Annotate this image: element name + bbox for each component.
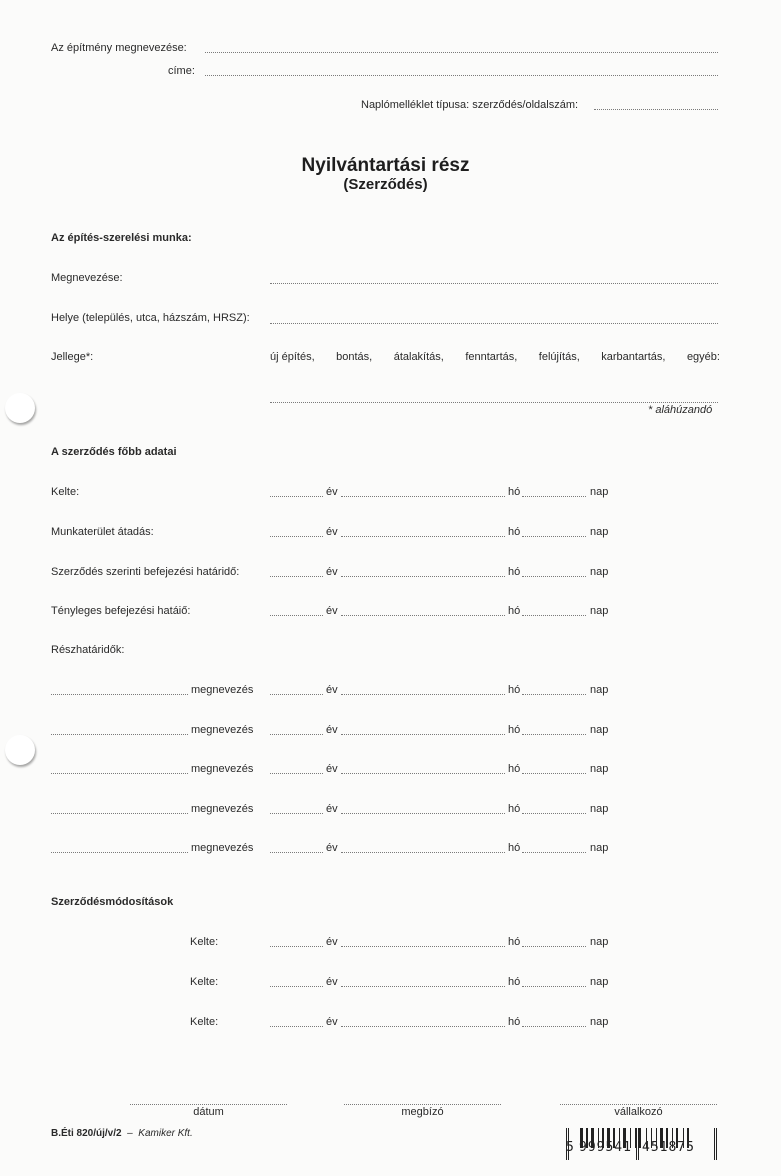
barcode-guard-bar — [714, 1128, 715, 1160]
date-row-month-label: hó — [508, 605, 521, 617]
partial-name-label: megnevezés — [191, 842, 254, 855]
date-row-year-label: év — [326, 605, 338, 617]
modification-day-field[interactable] — [522, 946, 586, 947]
page-title: Nyilvántartási rész — [301, 155, 470, 176]
modification-year-field[interactable] — [270, 1026, 323, 1027]
date-row-month-label: hó — [508, 566, 521, 578]
building-name-label: Az építmény megnevezése: — [51, 42, 187, 54]
modification-month-label: hó — [508, 976, 521, 988]
partial-day-field[interactable] — [522, 852, 586, 853]
partial-month-field[interactable] — [341, 734, 505, 735]
modification-day-label: nap — [590, 976, 609, 988]
form-code: B.Éti 820/új/v/2 — [51, 1128, 122, 1139]
date-row-year-field[interactable] — [270, 615, 323, 616]
modification-month-field[interactable] — [341, 986, 505, 987]
punch-hole-bottom — [5, 735, 35, 765]
date-row-day-field[interactable] — [522, 576, 586, 577]
date-row-year-field[interactable] — [270, 496, 323, 497]
signature-client-label: megbízó — [401, 1106, 444, 1118]
partial-day-label: nap — [590, 684, 609, 696]
date-row-year-field[interactable] — [270, 576, 323, 577]
type-option-repair[interactable]: karbantartás, — [601, 351, 666, 363]
date-row-month-field[interactable] — [341, 615, 505, 616]
work-name-label: Megnevezése: — [51, 272, 123, 284]
type-option-renovation[interactable]: felújítás, — [538, 351, 580, 363]
partial-year-label: év — [326, 723, 338, 736]
partial-month-label: hó — [508, 842, 521, 855]
modification-day-label: nap — [590, 1016, 609, 1028]
date-row-day-label: nap — [590, 486, 609, 498]
work-location-label: Helye (település, utca, házszám, HRSZ): — [51, 312, 250, 324]
signature-date-field[interactable] — [130, 1104, 287, 1105]
partial-name-field[interactable] — [51, 694, 188, 695]
signature-contractor-label: vállalkozó — [614, 1106, 663, 1118]
partial-name-field[interactable] — [51, 773, 188, 774]
work-section-heading: Az építés-szerelési munka: — [51, 232, 192, 244]
modification-date-label: Kelte: — [190, 936, 219, 948]
partial-year-label: év — [326, 684, 338, 696]
modification-day-field[interactable] — [522, 986, 586, 987]
partial-name-label: megnevezés — [191, 802, 254, 815]
barcode-guard-bar — [638, 1128, 639, 1160]
partial-day-field[interactable] — [522, 813, 586, 814]
signature-date-label: dátum — [193, 1106, 224, 1118]
partial-day-field[interactable] — [522, 734, 586, 735]
barcode-digit-first: 5 — [566, 1140, 574, 1155]
partial-day-field[interactable] — [522, 694, 586, 695]
date-row-label: Kelte: — [51, 486, 80, 498]
date-row-day-field[interactable] — [522, 496, 586, 497]
partial-name-label: megnevezés — [191, 763, 254, 776]
modification-month-label: hó — [508, 1016, 521, 1028]
date-row-year-label: év — [326, 486, 338, 498]
modification-month-label: hó — [508, 936, 521, 948]
date-row-month-field[interactable] — [341, 536, 505, 537]
partial-month-label: hó — [508, 684, 521, 696]
work-name-field[interactable] — [270, 283, 718, 284]
partial-year-field[interactable] — [270, 773, 323, 774]
building-name-field[interactable] — [205, 52, 718, 53]
partial-name-field[interactable] — [51, 734, 188, 735]
footer-dash: – — [127, 1128, 133, 1139]
partial-month-field[interactable] — [341, 694, 505, 695]
work-type-options — [270, 351, 720, 363]
work-type-label: Jellege*: — [51, 351, 94, 363]
partial-name-label: megnevezés — [191, 684, 254, 696]
type-option-maintenance[interactable]: fenntartás, — [465, 351, 518, 363]
partial-day-label: nap — [590, 723, 609, 736]
partial-name-field[interactable] — [51, 813, 188, 814]
partial-month-label: hó — [508, 802, 521, 815]
date-row-label: Tényleges befejezési hatáiő: — [51, 605, 191, 617]
work-location-field[interactable] — [270, 323, 718, 324]
partial-month-field[interactable] — [341, 852, 505, 853]
barcode-digits-left: 999541 — [579, 1140, 632, 1155]
footnote: * aláhúzandó — [648, 404, 713, 416]
date-row-month-label: hó — [508, 526, 521, 538]
partial-name-field[interactable] — [51, 852, 188, 853]
date-row-day-label: nap — [590, 605, 609, 617]
address-field[interactable] — [205, 75, 718, 76]
barcode-bar — [639, 1128, 641, 1148]
partial-day-label: nap — [590, 842, 609, 855]
partial-month-label: hó — [508, 723, 521, 736]
type-option-new[interactable]: új építés, — [270, 351, 315, 363]
date-row-day-label: nap — [590, 566, 609, 578]
partial-day-label: nap — [590, 802, 609, 815]
barcode-guard-bar — [716, 1128, 717, 1160]
modification-month-field[interactable] — [341, 946, 505, 947]
partial-name-label: megnevezés — [191, 723, 254, 736]
partial-year-field[interactable] — [270, 734, 323, 735]
address-label: címe: — [168, 65, 195, 77]
partial-deadlines-label: Részhatáridők: — [51, 644, 125, 656]
page-subtitle: (Szerződés) — [343, 176, 428, 193]
date-row-year-label: év — [326, 566, 338, 578]
modification-year-label: év — [326, 936, 338, 948]
partial-year-label: év — [326, 802, 338, 815]
date-row-month-label: hó — [508, 486, 521, 498]
partial-month-field[interactable] — [341, 813, 505, 814]
date-row-day-label: nap — [590, 526, 609, 538]
modification-year-field[interactable] — [270, 946, 323, 947]
modification-month-field[interactable] — [341, 1026, 505, 1027]
partial-month-label: hó — [508, 763, 521, 776]
modification-year-label: év — [326, 1016, 338, 1028]
partial-year-field[interactable] — [270, 852, 323, 853]
barcode-digits-right: 451875 — [642, 1140, 695, 1155]
partial-year-label: év — [326, 842, 338, 855]
partial-year-field[interactable] — [270, 694, 323, 695]
modifications-heading: Szerződésmódosítások — [51, 896, 174, 908]
modification-year-label: év — [326, 976, 338, 988]
date-row-year-field[interactable] — [270, 536, 323, 537]
partial-year-field[interactable] — [270, 813, 323, 814]
date-row-label: Szerződés szerinti befejezési határidő: — [51, 566, 240, 578]
modification-day-label: nap — [590, 936, 609, 948]
date-row-month-field[interactable] — [341, 576, 505, 577]
attachment-type-label: Naplómelléklet típusa: szerződés/oldalszám: — [361, 99, 579, 111]
barcode-guard-bar — [636, 1128, 637, 1160]
modification-day-field[interactable] — [522, 1026, 586, 1027]
contract-section-heading: A szerződés főbb adatai — [51, 446, 177, 458]
partial-day-field[interactable] — [522, 773, 586, 774]
date-row-day-field[interactable] — [522, 615, 586, 616]
partial-day-label: nap — [590, 763, 609, 776]
punch-hole-top — [5, 393, 35, 423]
partial-year-label: év — [326, 763, 338, 776]
date-row-month-field[interactable] — [341, 496, 505, 497]
signature-client-field[interactable] — [344, 1104, 501, 1105]
signature-contractor-field[interactable] — [560, 1104, 717, 1105]
modification-year-field[interactable] — [270, 986, 323, 987]
type-option-demolition[interactable]: bontás, — [336, 351, 373, 363]
type-option-other[interactable]: egyéb: — [686, 351, 720, 363]
attachment-type-field[interactable] — [594, 109, 718, 110]
footer — [51, 1128, 193, 1139]
date-row-year-label: év — [326, 526, 338, 538]
modification-date-label: Kelte: — [190, 976, 219, 988]
modification-date-label: Kelte: — [190, 1016, 219, 1028]
work-type-other-field[interactable] — [270, 402, 718, 403]
type-option-conversion[interactable]: átalakítás, — [393, 351, 444, 363]
partial-month-field[interactable] — [341, 773, 505, 774]
publisher: Kamiker Kft. — [138, 1128, 193, 1139]
date-row-label: Munkaterület átadás: — [51, 526, 154, 538]
date-row-day-field[interactable] — [522, 536, 586, 537]
